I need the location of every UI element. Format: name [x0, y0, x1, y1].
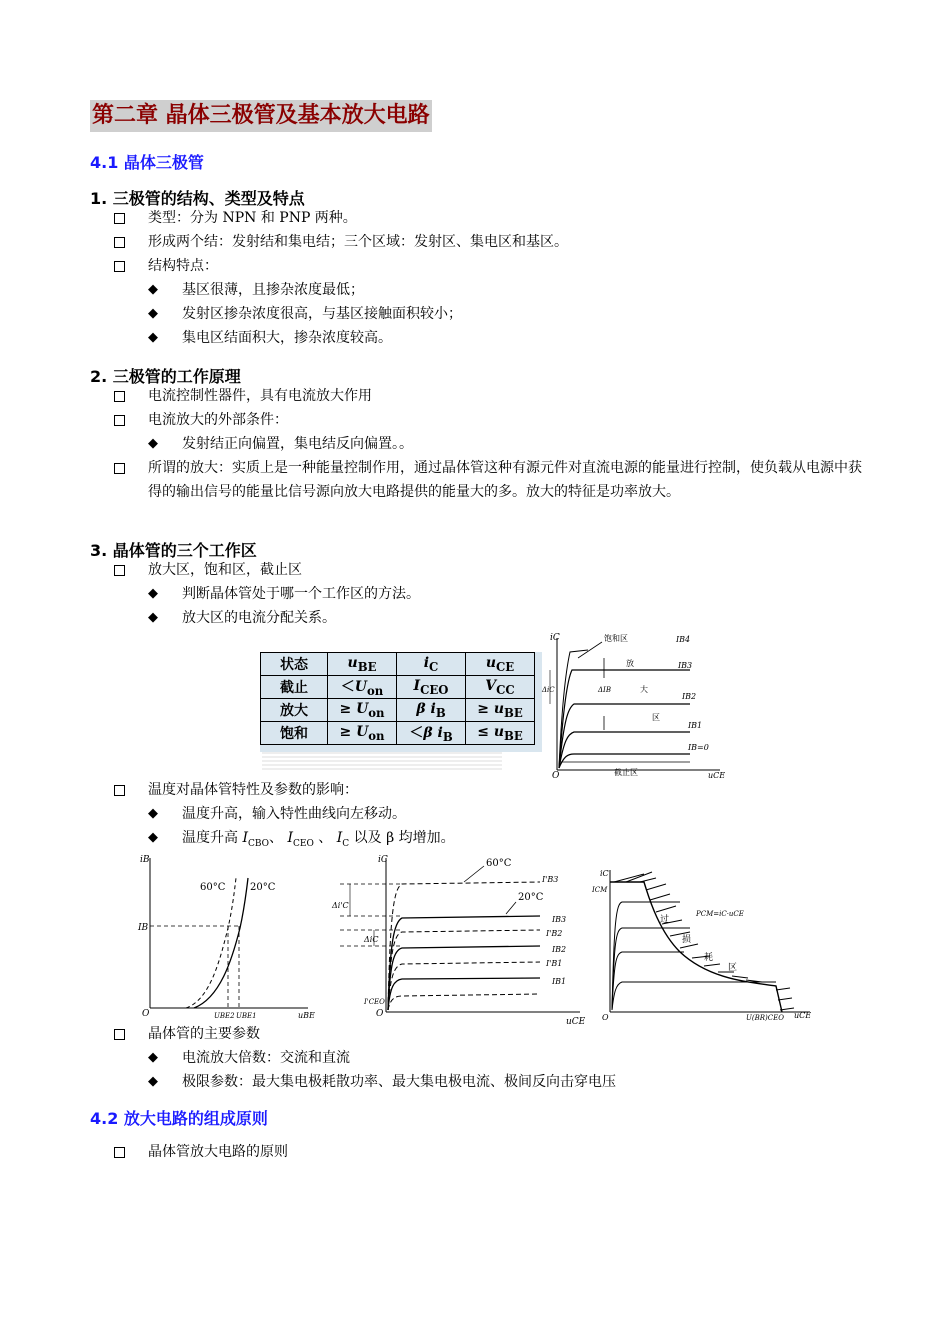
origin-label: O — [602, 1013, 609, 1022]
checkbox-bullet-icon — [114, 565, 125, 576]
section-heading-4-1: 4.1 晶体三极管 — [90, 153, 204, 172]
amp-region-label: 放 — [626, 659, 634, 668]
curve-label: I'B2 — [546, 929, 563, 938]
y-axis-label: iB — [140, 855, 150, 865]
table-shadow — [262, 752, 502, 770]
checkbox-bullet-icon — [114, 785, 125, 796]
table-cell: 放大 — [261, 699, 328, 722]
x-axis-label: uCE — [566, 1017, 586, 1027]
ib-label: IB — [138, 923, 149, 933]
curve-label: IB=0 — [688, 743, 709, 752]
y-axis-label: iC — [550, 633, 560, 643]
power-region-label: 耗 — [704, 953, 714, 963]
diamond-bullet-icon: ◆ — [148, 1074, 158, 1089]
origin-label: O — [142, 1009, 150, 1019]
curve-ib1 — [559, 732, 690, 768]
table-cell: ≥ $U_{on}$ — [328, 722, 397, 745]
table-cell: $u_{BE}$ — [328, 653, 397, 676]
table-cell: $i_C$ — [397, 653, 466, 676]
delta-ib-label: ΔIB — [598, 686, 611, 694]
table-row — [261, 722, 535, 745]
temp-label: 60°C — [486, 858, 512, 869]
x-axis-label: uCE — [794, 1011, 812, 1020]
power-region-label: 损 — [682, 935, 692, 945]
ube1-label: UBE1 — [236, 1012, 257, 1020]
icm-label: ICM — [592, 886, 608, 894]
delta-ic-label: ΔiC — [364, 935, 379, 944]
diamond-bullet-icon: ◆ — [148, 436, 158, 451]
table-cell: β $i_B$ — [397, 699, 466, 722]
input-characteristics-figure — [130, 850, 320, 1022]
table-cell: $I_{CEO}$ — [397, 676, 466, 699]
section-heading-4-2: 4.2 放大电路的组成原则 — [90, 1109, 268, 1128]
temp-output-characteristics-figure — [330, 852, 590, 1028]
document-page: 第二章 晶体三极管及基本放大电路 4.1 晶体三极管 1. 三极管的结构、类型及特点 类型：分为 NPN 和 PNP 两种。 形成两个结：发射结和集电结；三个区域：发射区、集电区和基区。 结构特点： ◆ 基区很薄，且掺杂浓度最低； ◆ 发射区掺杂浓度很高，与基区接触面积较小； ◆ 集电区结面积大，掺杂浓度较高。 2. 三极管的工作原理 电流控制性器件，具有电流放大作用 电流放大的外部条件： ◆ 发射结正向偏置，集电结反向偏置。。 所谓的放大：实质上是一种能量控制作用，通过晶体管这种有源元件对直流电源的能量进行控制，使负载从电源中获得的输出信号的能量比信号源向放大电路提供的能量大的多。放大的特征是功率放大。 3. 晶体管的三个工作区 放大区，饱和区，截止区 ◆ 判断晶体管处于哪一个工作区的方法。 ◆ 放大区的电流分配关系。 状态 $u_{BE}$ $i_C$ $u_{CE}$ 截止 $<U_{on}$ $I_{CEO}$ $V_{CC}$ 放大 ≥ $U_{on}$ β $i_B$ ≥ $u_{BE}$ 饱和 ≥ $U_{on}$ ＜β $i_B$ ≤ $u_{BE}$ iC O uCE IB4 IB3 IB2 IB1 IB=0 饱和区 放 大 区 ΔiC ΔIB 截止区 温度对晶体管特性及参数的影响： ◆ 温度升高，输入特性曲线向左移动。 ◆ 温度升高 $I_{CBO}$、 $I_{CEO}$ 、 $I_C$ 以及 β 均增加。 iB O uBE 60°C 20°C IB UBE2 UBE1 iC O uCE Δi'C ΔiC I'CEO 60°C 20°C I'B3 IB3 I'B2 IB2 I'B1 IB1 iC ICM O uCE PCM=iC·uCE 过 损 耗 区 U(BR)CEO 晶体管的主要参数 ◆ 电流放大倍数：交流和直流 ◆ 极限参数：最大集电极耗散功率、最大集电极电流、极间反向击穿电压 4.2 放大电路的组成原则 晶体管放大电路的原则 — [0, 0, 950, 1344]
checkbox-bullet-icon — [114, 391, 125, 402]
chapter-title: 第二章 晶体三极管及基本放大电路 — [90, 100, 432, 132]
origin-label: O — [376, 1009, 384, 1019]
diamond-bullet-icon: ◆ — [148, 1050, 158, 1065]
checkbox-bullet-icon — [114, 463, 125, 474]
y-axis-label: iC — [378, 855, 388, 865]
temp-label: 20°C — [250, 882, 276, 893]
curve-20c — [194, 878, 248, 1008]
curve-label: IB1 — [552, 977, 567, 986]
curve-label: IB3 — [552, 915, 567, 924]
origin-label: O — [552, 771, 560, 780]
table-cell: ≥ $u_{BE}$ — [466, 699, 535, 722]
diamond-bullet-icon: ◆ — [148, 610, 158, 625]
safe-operating-area-figure — [590, 862, 820, 1024]
y-axis-label: iC — [600, 869, 609, 878]
ubr-label: U(BR)CEO — [746, 1014, 784, 1022]
curve-label: IB4 — [676, 635, 691, 644]
checkbox-bullet-icon — [114, 415, 125, 426]
diamond-bullet-icon: ◆ — [148, 586, 158, 601]
checkbox-bullet-icon — [114, 237, 125, 248]
curve-label: IB2 — [682, 692, 697, 701]
curve-label: IB3 — [678, 661, 693, 670]
curve-label: I'B3 — [542, 875, 559, 884]
amp-region-label: 大 — [640, 685, 648, 694]
table-cell: 状态 — [261, 653, 328, 676]
temp-label: 60°C — [200, 882, 226, 893]
table-cell: $u_{CE}$ — [466, 653, 535, 676]
curve-60c — [186, 878, 236, 1008]
table-cell: ＜β $i_B$ — [397, 722, 466, 745]
diamond-bullet-icon: ◆ — [148, 282, 158, 297]
subsection-heading-1: 1. 三极管的结构、类型及特点 — [90, 189, 305, 208]
pcm-label: PCM=iC·uCE — [696, 910, 744, 918]
diamond-bullet-icon: ◆ — [148, 806, 158, 821]
delta-ic-prime-label: Δi'C — [332, 901, 349, 910]
list-item: 所谓的放大：实质上是一种能量控制作用，通过晶体管这种有源元件对直流电源的能量进行控制，使负载从电源中获得的输出信号的能量比信号源向放大电路提供的能量大的多。放大的特征是功率放大。 — [114, 456, 862, 528]
diamond-bullet-icon: ◆ — [148, 830, 158, 845]
iceo-label: I'CEO — [364, 998, 385, 1006]
checkbox-bullet-icon — [114, 1029, 125, 1040]
table-cell: ≤ $u_{BE}$ — [466, 722, 535, 745]
curve-label: IB2 — [552, 945, 567, 954]
curve-label: I'B1 — [546, 959, 563, 968]
ube2-label: UBE2 — [214, 1012, 235, 1020]
curve-ib2 — [559, 704, 690, 768]
checkbox-bullet-icon — [114, 261, 125, 272]
curve-ib0 — [559, 754, 690, 768]
table-cell: $V_{CC}$ — [466, 676, 535, 699]
diamond-bullet-icon: ◆ — [148, 330, 158, 345]
table-cell: ≥ $U_{on}$ — [328, 699, 397, 722]
temp-label: 20°C — [518, 892, 544, 903]
power-region-label: 过 — [660, 915, 670, 925]
x-axis-label: uCE — [708, 771, 725, 780]
x-axis-label: uBE — [298, 1011, 315, 1020]
amp-region-label: 区 — [652, 713, 660, 722]
delta-ic-label: ΔiC — [542, 686, 555, 694]
table-row — [261, 676, 535, 699]
table-cell: 截止 — [261, 676, 328, 699]
table-row — [261, 699, 535, 722]
checkbox-bullet-icon — [114, 1147, 125, 1158]
output-characteristics-figure — [540, 630, 725, 780]
subsection-heading-3: 3. 晶体管的三个工作区 — [90, 541, 257, 560]
subsection-heading-2: 2. 三极管的工作原理 — [90, 367, 241, 386]
table-cell: $<U_{on}$ — [328, 676, 397, 699]
checkbox-bullet-icon — [114, 213, 125, 224]
table-row — [261, 653, 535, 676]
diamond-bullet-icon: ◆ — [148, 306, 158, 321]
curve-label: IB1 — [688, 721, 703, 730]
state-table — [260, 652, 542, 752]
saturation-region-label: 饱和区 — [604, 634, 628, 643]
cutoff-region-label: 截止区 — [614, 768, 638, 777]
curve-ib3 — [559, 670, 690, 768]
power-region-label: 区 — [728, 963, 738, 973]
temperature-params-text: 温度升高 $I_{CBO}$、 $I_{CEO}$ 、 $I_C$ 以及 β 均增加。 — [182, 830, 455, 849]
hatch-pattern — [614, 872, 794, 1010]
table-cell: 饱和 — [261, 722, 328, 745]
